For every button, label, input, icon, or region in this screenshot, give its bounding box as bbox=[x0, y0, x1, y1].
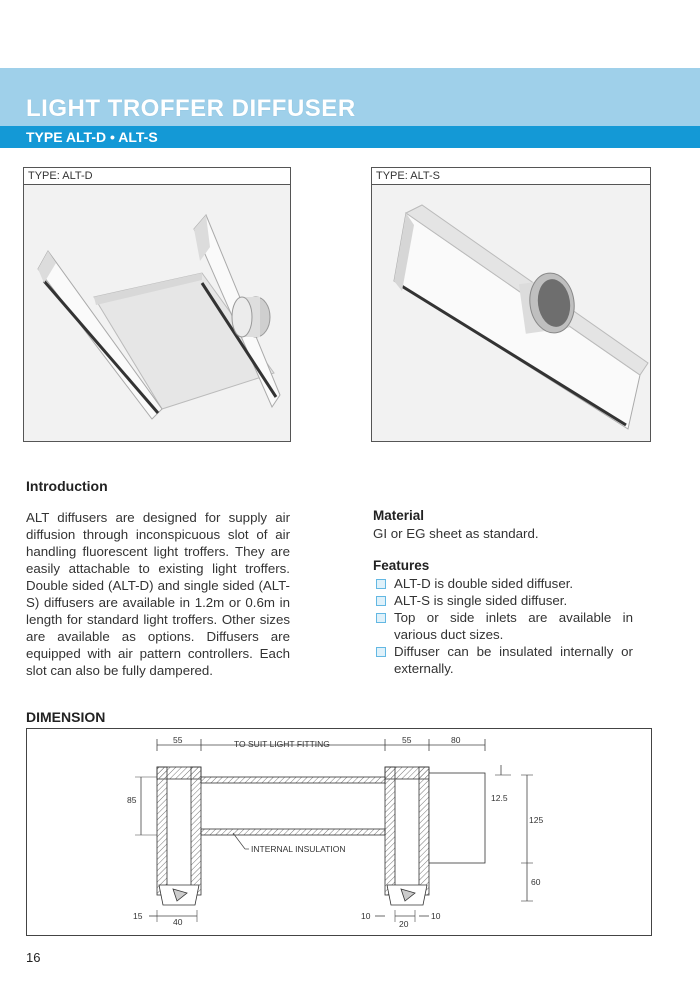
feature-item: ALT-S is single sided diffuser. bbox=[373, 592, 633, 609]
features-list bbox=[373, 575, 633, 677]
feature-item: Diffuser can be insulated internally or externally. bbox=[373, 643, 633, 677]
dim-40: 40 bbox=[173, 917, 183, 927]
page-title: LIGHT TROFFER DIFFUSER bbox=[26, 95, 356, 122]
dim-80: 80 bbox=[451, 735, 461, 745]
photo-label-alt-d: TYPE: ALT-D bbox=[24, 168, 290, 185]
bullet-square-icon bbox=[376, 579, 386, 589]
dim-12-5: 12.5 bbox=[491, 793, 508, 803]
feature-item: Top or side inlets are available in various duct sizes. bbox=[373, 609, 633, 643]
alt-d-diffuser-illustration bbox=[24, 185, 290, 441]
photo-label-alt-s: TYPE: ALT-S bbox=[372, 168, 650, 185]
dim-125: 125 bbox=[529, 815, 544, 825]
features-heading: Features bbox=[373, 558, 430, 573]
bullet-square-icon bbox=[376, 647, 386, 657]
dim-60: 60 bbox=[531, 877, 541, 887]
bullet-square-icon bbox=[376, 613, 386, 623]
dim-55-right: 55 bbox=[402, 735, 412, 745]
alt-s-diffuser-illustration bbox=[372, 185, 650, 441]
dim-15: 15 bbox=[133, 911, 143, 921]
feature-item: ALT-D is double sided diffuser. bbox=[373, 575, 633, 592]
dimension-heading: DIMENSION bbox=[26, 709, 106, 725]
dim-10-right: 10 bbox=[431, 911, 441, 921]
material-heading: Material bbox=[373, 508, 425, 523]
page-number: 16 bbox=[26, 950, 41, 965]
photo-alt-s bbox=[371, 167, 651, 442]
page-subtitle: TYPE ALT-D • ALT-S bbox=[26, 129, 158, 145]
bullet-square-icon bbox=[376, 596, 386, 606]
photo-alt-d bbox=[23, 167, 291, 442]
dim-55-left: 55 bbox=[173, 735, 183, 745]
dimension-drawing bbox=[26, 728, 652, 936]
introduction-heading: Introduction bbox=[26, 478, 108, 494]
dim-20: 20 bbox=[399, 919, 409, 929]
dim-10-left: 10 bbox=[361, 911, 371, 921]
label-internal-insulation: INTERNAL INSULATION bbox=[251, 844, 346, 854]
dim-to-suit-light-fitting: TO SUIT LIGHT FITTING bbox=[234, 739, 330, 749]
dimension-diagram bbox=[27, 729, 651, 935]
introduction-text: ALT diffusers are designed for supply air diffusion through inconspicuous slot of air handling fluorescent light troffers. They are easily attachable to existing light troffers. Double sided (ALT-D) and single sided (ALT-S) diffusers are available in 1.2m or 0.6m in length for standard light troffers. Other sizes are available as options. Diffusers are equipped with air pattern controllers. Each slot can also be fully dampered. bbox=[26, 510, 290, 678]
dim-85: 85 bbox=[127, 795, 137, 805]
material-text: GI or EG sheet as standard. bbox=[373, 526, 539, 541]
